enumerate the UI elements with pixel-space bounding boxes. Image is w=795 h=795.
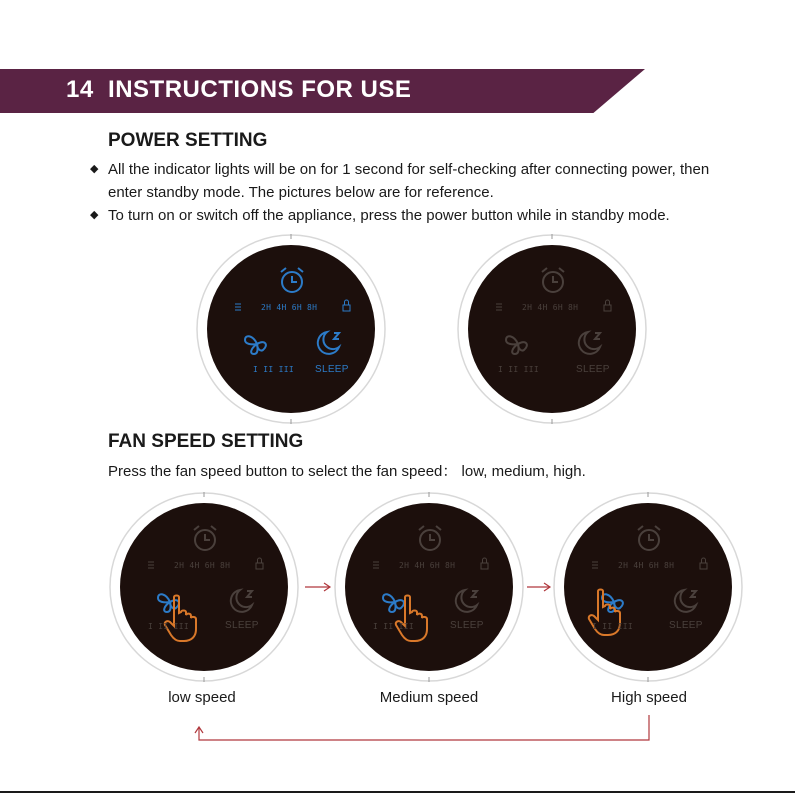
fan-speed-labels: I II III xyxy=(253,365,294,374)
fan-speed-labels: I II III xyxy=(498,365,539,374)
bullet-text: All the indicator lights will be on for 1 second for self-checking after connecting power, then enter standby mode. The pictures below are for reference. xyxy=(108,161,710,201)
control-panel-face xyxy=(456,233,648,425)
bullet-item xyxy=(90,204,730,227)
section-number: 14 xyxy=(66,76,94,103)
bullet-text: To turn on or switch off the appliance, press the power button while in standby mode. xyxy=(108,207,670,224)
arrow-right-icon xyxy=(305,583,330,591)
diamond-bullet-icon: ◆ xyxy=(90,163,99,175)
section-title-text: INSTRUCTIONS FOR USE xyxy=(108,76,412,103)
fan-speed-labels: I II III xyxy=(148,622,189,631)
caption-high-speed: High speed xyxy=(611,689,687,706)
fan-speed-description: Press the fan speed button to select the fan speed： low, medium, high. xyxy=(108,463,586,480)
sleep-label: SLEEP xyxy=(225,620,259,631)
bottom-rule xyxy=(0,791,795,793)
caption-low-speed: low speed xyxy=(168,689,236,706)
control-panel-standby xyxy=(456,233,648,425)
caption-medium-speed: Medium speed xyxy=(379,689,479,706)
timer-labels: 2H 4H 6H 8H xyxy=(261,303,318,312)
timer-labels: 2H 4H 6H 8H xyxy=(522,303,579,312)
sleep-label: SLEEP xyxy=(576,364,610,375)
arrow-right-icon xyxy=(527,583,550,591)
power-setting-heading: POWER SETTING xyxy=(108,130,268,151)
timer-labels: 2H 4H 6H 8H xyxy=(618,561,675,570)
control-panel-face xyxy=(108,491,300,683)
control-panel-high-speed xyxy=(552,491,744,683)
sleep-label: SLEEP xyxy=(315,364,349,375)
control-panel-face xyxy=(195,233,387,425)
return-arrow-icon xyxy=(195,715,649,740)
bullet-item xyxy=(90,158,730,204)
diamond-bullet-icon: ◆ xyxy=(90,209,99,221)
fan-speed-labels: I II III xyxy=(592,622,633,631)
section-title xyxy=(66,76,411,104)
fan-speed-heading: FAN SPEED SETTING xyxy=(108,431,304,452)
control-panel-face xyxy=(333,491,525,683)
fan-speed-labels: I II III xyxy=(373,622,414,631)
timer-labels: 2H 4H 6H 8H xyxy=(399,561,456,570)
sleep-label: SLEEP xyxy=(450,620,484,631)
control-panel-medium-speed xyxy=(333,491,525,683)
control-panel-low-speed xyxy=(108,491,300,683)
sleep-label: SLEEP xyxy=(669,620,703,631)
timer-labels: 2H 4H 6H 8H xyxy=(174,561,231,570)
control-panel-on xyxy=(195,233,387,425)
control-panel-face xyxy=(552,491,744,683)
